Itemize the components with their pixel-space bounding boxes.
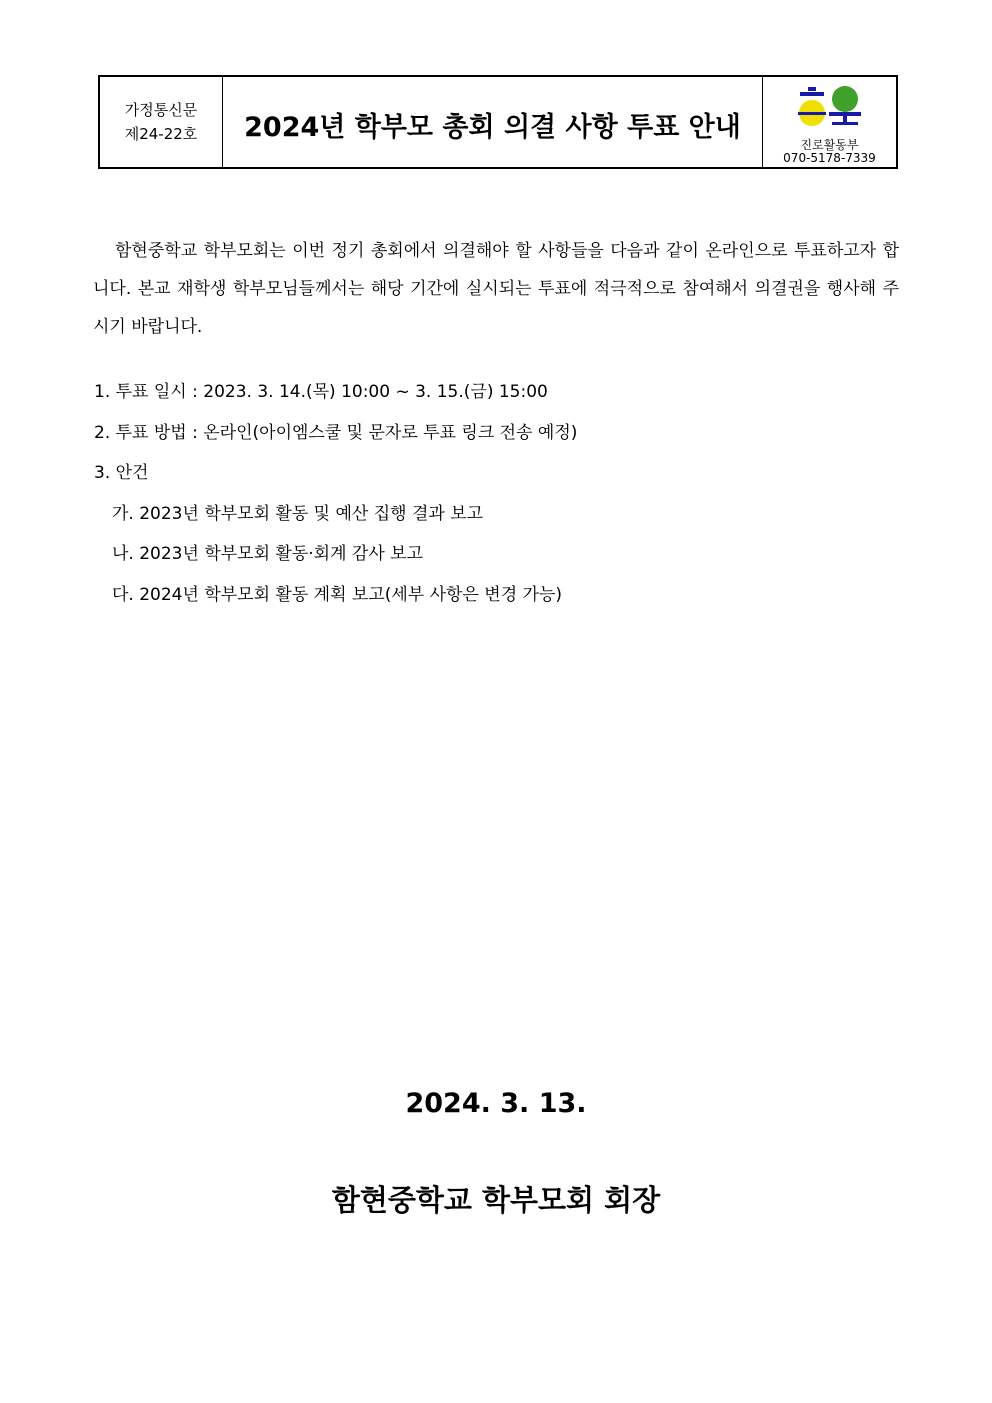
department-info	[762, 77, 896, 167]
vote-method-item: 2. 투표 방법 : 온라인(아이엠스쿨 및 문자로 투표 링크 전송 예정)	[94, 422, 578, 443]
agenda-item: 다. 2024년 학부모회 활동 계획 보고(세부 사항은 변경 가능)	[112, 584, 563, 605]
vote-details	[94, 372, 900, 615]
agenda-item: 가. 2023년 학부모회 활동 및 예산 집행 결과 보고	[112, 503, 484, 524]
intro-paragraph: 함현중학교 학부모회는 이번 정기 총회에서 의결해야 할 사항들을 다음과 같이 온라인으로 투표하고자 합니다. 본교 재학생 학부모님들께서는 해당 기간에 실시되는 투표에 적극적으로 참여해서 의결권을 행사해 주시기 바랍니다.	[93, 241, 899, 337]
agenda-heading: 3. 안건	[94, 463, 149, 483]
department-name: 진로활동부	[800, 138, 859, 152]
department-phone: 070-5178-7339	[783, 151, 876, 165]
signer: 함현중학교 학부모회 회장	[331, 1183, 661, 1217]
school-logo-icon	[798, 85, 862, 133]
letter-header	[98, 75, 898, 169]
doc-info	[100, 77, 223, 167]
issue-date: 2024. 3. 13.	[405, 1088, 587, 1119]
doc-number: 제24-22호	[124, 125, 198, 143]
vote-date-item: 1. 투표 일시 : 2023. 3. 14.(목) 10:00 ~ 3. 15.(금) 15:00	[94, 382, 548, 402]
doc-type: 가정통신문	[124, 101, 198, 119]
agenda-item: 나. 2023년 학부모회 활동·회계 감사 보고	[112, 544, 423, 564]
doc-title: 2024년 학부모 총회 의결 사항 투표 안내	[244, 111, 741, 143]
